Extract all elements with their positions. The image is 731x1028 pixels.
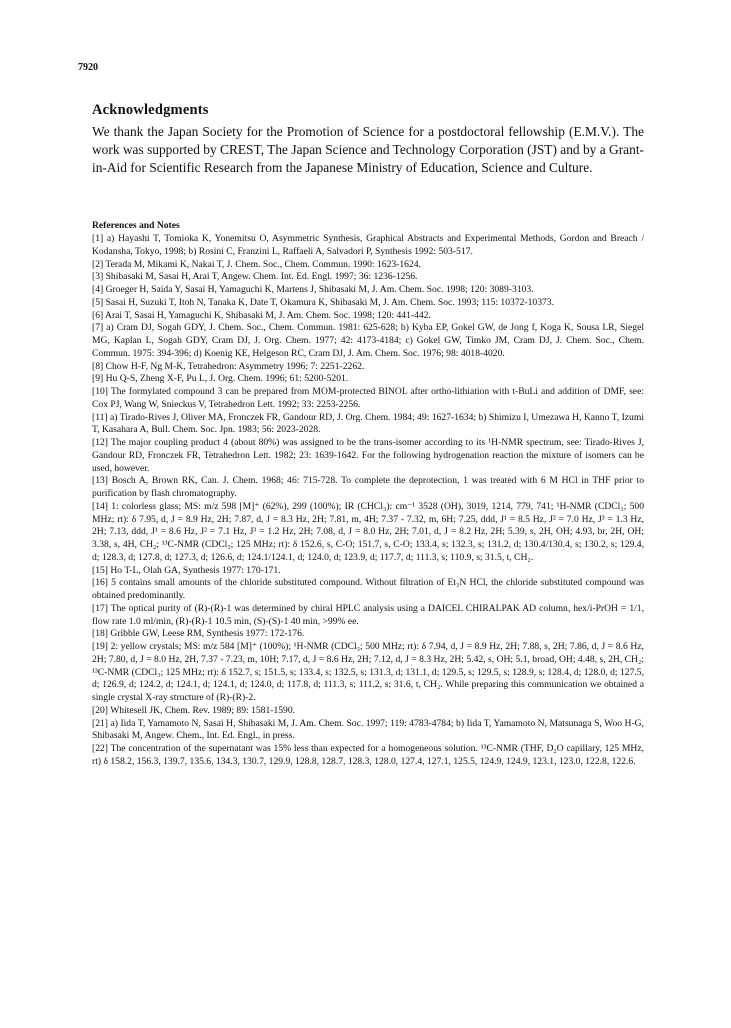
references-title: References and Notes [92, 220, 180, 231]
reference-18: [18] Gribble GW, Leese RM, Synthesis 1977: 172-176. [92, 628, 305, 640]
reference-16: [16] 5 contains small amounts of the chloride substituted compound. Without filtration of Et₃N HCl, the chloride substituted compound was obtained predominantly. [92, 577, 644, 601]
references-section [92, 220, 644, 769]
reference-13: [13] Bosch A, Brown RK, Can. J. Chem. 1968; 46: 715-728. To complete the deprotection, 1 was treated with 6 M HCl in THF prior to purification by flash chromatography. [92, 475, 644, 499]
page-number: 7920 [78, 62, 98, 73]
reference-22: [22] The concentration of the supernatant was 15% less than expected for a homogeneous solution. ¹³C-NMR (THF, D₂O capillary, 125 MHz, rt) δ 158.2, 156.3, 139.7, 135.6, 134.3, 130.7, 129.9, 128.8, 128.7, 128.3, 128.0, 127.4, 127.1, 125.5, 124.9, 124.9, 123.1, 123.0, 122.8, 122.6. [92, 743, 644, 767]
reference-5: [5] Sasai H, Suzuki T, Itoh N, Tanaka K, Date T, Okamura K, Shibasaki M, J. Am. Chem. Soc. 1993; 115: 10372-10373. [92, 296, 554, 308]
reference-3: [3] Shibasaki M, Sasai H, Arai T, Angew. Chem. Int. Ed. Engl. 1997; 36: 1236-1256. [92, 271, 418, 283]
reference-21: [21] a) Iida T, Yamamoto N, Sasai H, Shibasaki M, J. Am. Chem. Soc. 1997; 119: 4783-4784; b) Iida T, Yamamoto N, Matsunaga S, Woo H-G, Shibasaki M, Angew. Chem., Int. Ed. Engl., in press. [92, 717, 644, 742]
reference-7: [7] a) Cram DJ, Sogah GDY, J. Chem. Soc., Chem. Commun. 1981: 625-628; b) Kyba EP, Gokel GW, de Jong f, Koga K, Sousa LR, Siegel MG, Kaplan L, Sogah GDY, Cram DJ, J. Org. Chem. 1977; 42: 4173-4184; c) Gokel GW, Timko JM, Cram DJ, J. Chem. Soc., Chem. Commun. 1975: 394-396; d) Koenig KE, Helgeson RC, Cram DJ, J. Am. Chem. Soc. 1976; 98: 4018-4020. [92, 322, 644, 359]
reference-4: [4] Groeger H, Saida Y, Sasai H, Yamaguchi K, Martens J, Shibasaki M, J. Am. Chem. Soc. 1998; 120: 3089-3103. [92, 284, 534, 295]
reference-17: [17] The optical purity of (R)-(R)-1 was determined by chiral HPLC analysis using a DAICEL CHIRALPAK AD column, hex/i-PrOH = 1/1, flow rate 1.0 ml/min, (R)-(R)-1 10.5 min, (S)-(S)-1 40 min, >99% ee. [92, 602, 644, 627]
reference-15: [15] Ho T-L, Olah GA, Synthesis 1977: 170-171. [92, 564, 281, 576]
reference-6: [6] Arai T, Sasai H, Yamaguchi K, Shibasaki M, J. Am. Chem. Soc. 1998; 120: 441-442. [92, 309, 431, 321]
reference-10: [10] The formylated compound 3 can be prepared from MOM-protected BINOL after ortho-lithiation with t-BuLi and addition of DMF, see: Cox PJ, Wang W, Snieckus V, Tetrahedron Lett. 1992; 33: 2253-2256. [92, 386, 644, 410]
acknowledgments-title: Acknowledgments [92, 102, 209, 118]
reference-9: [9] Hu Q-S, Zheng X-F, Pu L, J. Org. Chem. 1996; 61: 5200-5201. [92, 373, 349, 385]
acknowledgments-body: We thank the Japan Society for the Promotion of Science for a postdoctoral fellowship (E.M.V.). The work was supported by CREST, The Japan Science and Technology Corporation (JST) and by a Grant-in-Aid for Scientific Research from the Japanese Ministry of Education, Science and Culture. [92, 124, 644, 175]
acknowledgments-section [92, 102, 644, 177]
reference-8: [8] Chow H-F, Ng M-K, Tetrahedron: Asymmetry 1996; 7: 2251-2262. [92, 360, 365, 372]
reference-11: [11] a) Tirado-Rives J, Oliver MA, Fronczek FR, Gandour RD, J. Org. Chem. 1984; 49: 1627-1634; b) Shimizu I, Umezawa H, Kanno T, Izumi T, Kasahara A, Bull. Chem. Soc. Jpn. 1983; 56: 2023-2028. [92, 411, 644, 436]
reference-1: [1] a) Hayashi T, Tomioka K, Yonemitsu O, Asymmetric Synthesis, Graphical Abstracts and Experimental Methods, Gordon and Breach / Kodansha, Tokyo, 1998; b) Rosini C, Franzini L, Raffaeli A, Salvadori P, Synthesis 1992: 503-517. [92, 233, 644, 257]
reference-12: [12] The major coupling product 4 (about 80%) was assigned to be the trans-isomer according to its ¹H-NMR spectrum, see: Tirado-Rives J, Gandour RD, Fronczek FR, Tetrahedron Lett. 1982; 23: 1639-1642. For the following hydrogenation reaction the mixture of isomers can be used, however. [92, 437, 644, 474]
reference-20: [20] Whitesell JK, Chem. Rev. 1989; 89: 1581-1590. [92, 704, 296, 716]
reference-19: [19] 2: yellow crystals; MS: m/z 584 [M]⁺ (100%); ¹H-NMR (CDCl₃; 500 MHz; rt): δ 7.94, d, J = 8.9 Hz, 2H; 7.88, s, 2H; 7.86, d, J = 8.6 Hz, 2H; 7.80, d, J = 8.0 Hz, 2H, 7.37 - 7.23, m, 10H; 7.17, d, J = 8.6 Hz, 2H; 7.12, d, J = 8.3 Hz, 2H; 5.42, s, OH; 5.1, broad, OH; 4.48, s, 2H, CH₂; ¹³C-NMR (CDCl₃; 125 MHz; rt): δ 152.7, s; 151.5, s; 133.4, s; 132.5, s; 131.3, d; 131.1, d; 129.5, s; 129.5, s; 128.9, s; 128.4, d; 128.0, d; 127.5, d; 126.9, d; 124.2, d; 124.1, d; 124.1, d; 124.0, d; 117.8, d; 111.3, s; 111.2, s; 31.6, t, CH₂. While preparing this communication we obtained a single crystal X-ray structure of (R)-(R)-2. [92, 641, 644, 703]
reference-14: [14] 1: colorless glass; MS: m/z 598 [M]⁺ (62%), 299 (100%); IR (CHCl₃): cm⁻¹ 3528 (OH), 3019, 1214, 779, 741; ¹H-NMR (CDCl₃; 500 MHz; rt): δ 7.95, d, J = 8.9 Hz, 2H; 7.87, d, J = 8.3 Hz, 2H; 7.81, m, 4H; 7.37 - 7.32, m, 6H; 7.25, ddd, J¹ = 8.5 Hz, J² = 7.0 Hz, J³ = 1.3 Hz, 2H; 7.13, ddd, J¹ = 8.6 Hz, J² = 7.1 Hz, J³ = 1.2 Hz, 2H; 7.08, d, J = 8.0 Hz, 2H; 7.01, d, J = 8.2 Hz, 2H; 5.39, s, 2H, OH; 4.93, br, 2H, OH; 3.38, s, 4H, CH₂; ¹³C-NMR (CDCl₃; 125 MHz; rt): δ 152.6, s, C-O; 151.7, s, C-O; 133.4, s; 132.3, s; 131.2, d; 130.4/130.4, s; 130.2, s; 129.4, d; 128.3, d; 127.8, d; 127.3, d; 126.6, d; 124.1/124.1, d; 124.0, d; 123.9, d; 117.7, d; 111.3, s; 110.9, s; 31.5, t, CH₂. [92, 500, 644, 563]
reference-2: [2] Terada M, Mikami K, Nakai T, J. Chem. Soc., Chem. Commun. 1990: 1623-1624. [92, 258, 421, 270]
